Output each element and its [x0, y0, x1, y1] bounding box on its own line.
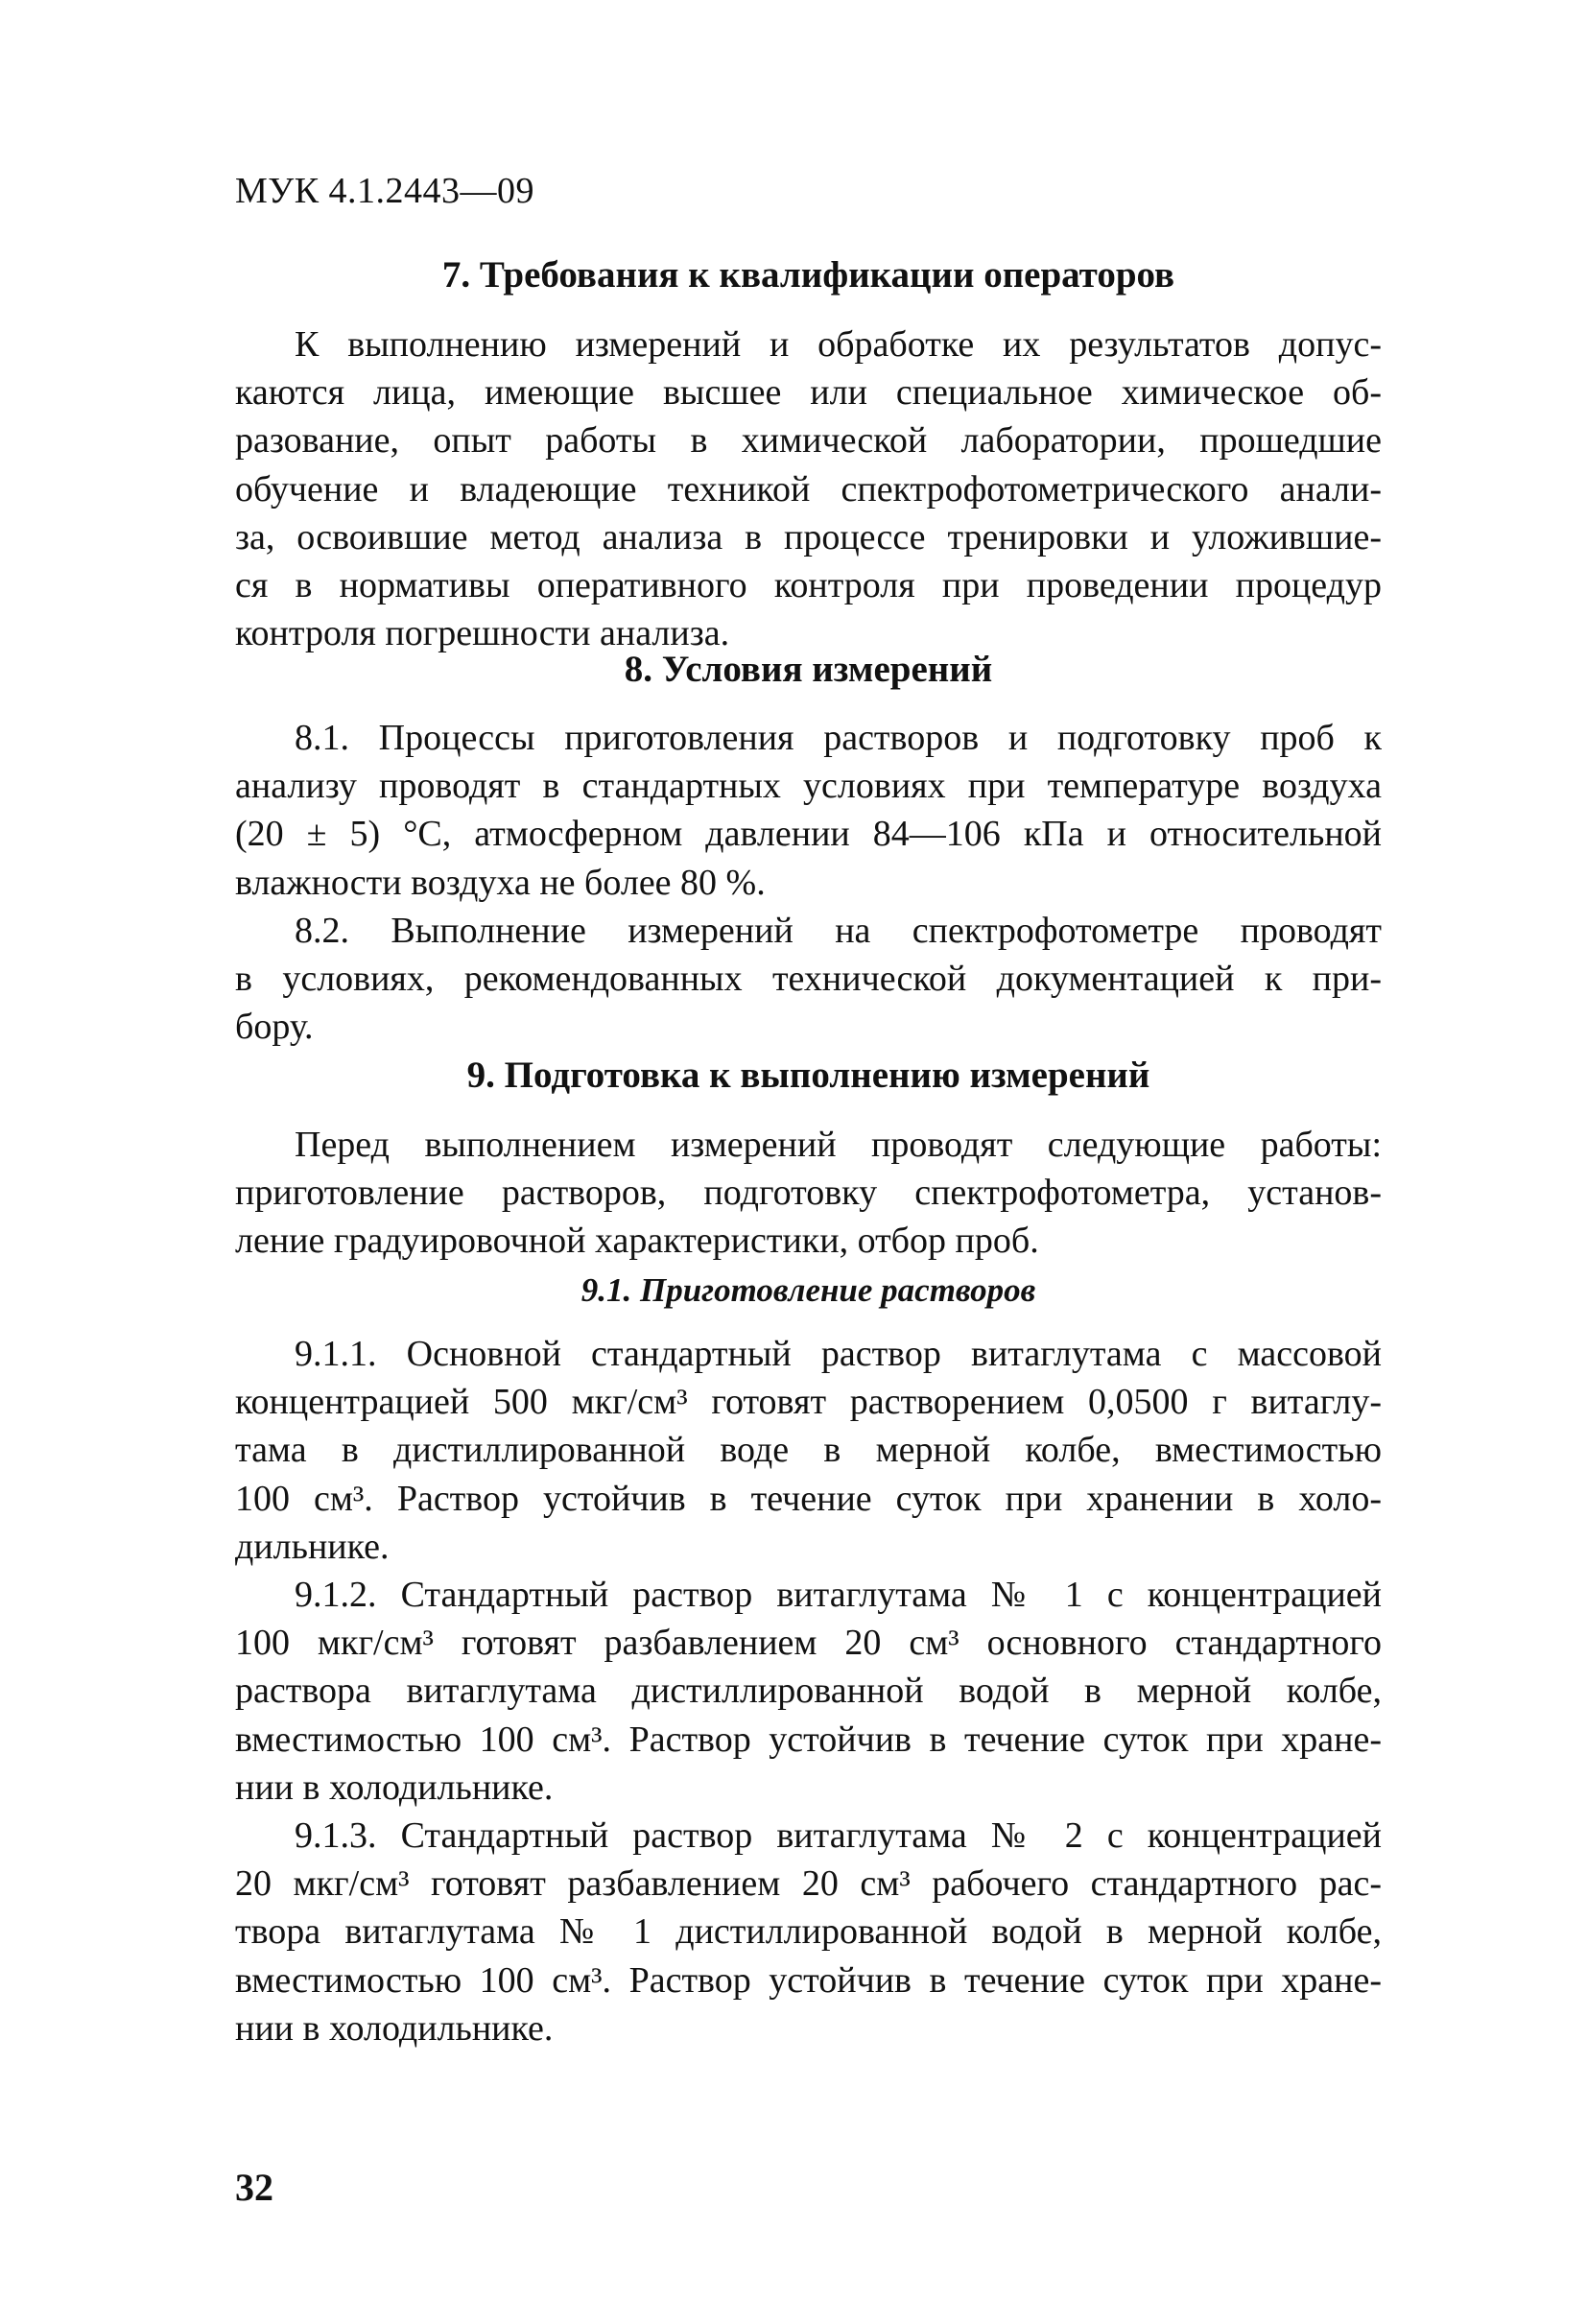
section-9-intro: [235, 1121, 1382, 1266]
page-number: 32: [235, 2166, 273, 2209]
text-line: разование, опыт работы в химической лаборатории, прошедшие: [235, 420, 1382, 462]
text-line: 100 мкг/см³ готовят разбавлением 20 см³ основного стандартного: [235, 1623, 1382, 1664]
text-line: концентрацией 500 мкг/см³ готовят растворением 0,0500 г витаглу-: [235, 1382, 1382, 1423]
text-line: анализу проводят в стандартных условиях при температуре воздуха: [235, 766, 1382, 807]
text-line: 20 мкг/см³ готовят разбавлением 20 см³ рабочего стандартного рас-: [235, 1863, 1382, 1905]
text-line: 100 см³. Раствор устойчив в течение суток при хранении в холо-: [235, 1478, 1382, 1519]
text-line: ление градуировочной характеристики, отбор проб.: [235, 1221, 1039, 1262]
text-line: 9.1.3. Стандартный раствор витаглутама № 2 с концентрацией: [295, 1815, 1382, 1857]
text-line: К выполнению измерений и обработке их результатов допус-: [295, 324, 1382, 365]
section-7-heading: 7. Требования к квалификации операторов: [441, 254, 1175, 296]
text-line: 9.1.2. Стандартный раствор витаглутама № 1 с концентрацией: [295, 1575, 1382, 1616]
subsection-9-1-heading: 9.1. Приготовление растворов: [580, 1271, 1036, 1309]
text-line: влажности воздуха не более 80 %.: [235, 862, 766, 903]
text-line: (20 ± 5) °С, атмосферном давлении 84—106 кПа и относительной: [235, 814, 1382, 855]
section-8-body: [235, 714, 1382, 1051]
text-line: Перед выполнением измерений проводят следующие работы:: [295, 1125, 1382, 1165]
text-line: 9.1.1. Основной стандартный раствор витаглутама с массовой: [295, 1334, 1382, 1374]
text-line: вместимостью 100 см³. Раствор устойчив в течение суток при хране-: [235, 1959, 1382, 2001]
section-7-body: [235, 320, 1382, 657]
text-line: твора витаглутама № 1 дистиллированной водой в мерной колбе,: [235, 1911, 1382, 1953]
text-line: нии в холодильнике.: [235, 1767, 554, 1808]
text-line: вместимостью 100 см³. Раствор устойчив в течение суток при хране-: [235, 1719, 1382, 1760]
text-line: нии в холодильнике.: [235, 2007, 554, 2049]
text-line: в условиях, рекомендованных технической документацией к при-: [235, 959, 1382, 1000]
text-line: раствора витаглутама дистиллированной водой в мерной колбе,: [235, 1671, 1382, 1712]
text-line: дильнике.: [235, 1526, 390, 1567]
text-line: бору.: [235, 1007, 314, 1048]
text-line: за, освоившие метод анализа в процессе тренировки и уложившие-: [235, 516, 1382, 557]
section-9-heading: 9. Подготовка к выполнению измерений: [466, 1055, 1150, 1096]
subsection-9-1-body: [235, 1330, 1382, 2052]
text-line: обучение и владеющие техникой спектрофотометрического анали-: [235, 468, 1382, 510]
section-8-heading: 8. Условия измерений: [624, 649, 993, 690]
text-line: ся в нормативы оперативного контроля при проведении процедур: [235, 565, 1382, 606]
text-line: контроля погрешности анализа.: [235, 613, 730, 654]
text-line: приготовление растворов, подготовку спектрофотометра, установ-: [235, 1173, 1382, 1214]
text-line: 8.1. Процессы приготовления растворов и подготовку проб к: [295, 718, 1382, 758]
text-line: тама в дистиллированной воде в мерной колбе, вместимостью: [235, 1430, 1382, 1471]
document-code: МУК 4.1.2443—09: [235, 171, 535, 211]
text-line: 8.2. Выполнение измерений на спектрофотометре проводят: [295, 910, 1382, 951]
text-line: каются лица, имеющие высшее или специальное химическое об-: [235, 372, 1382, 414]
